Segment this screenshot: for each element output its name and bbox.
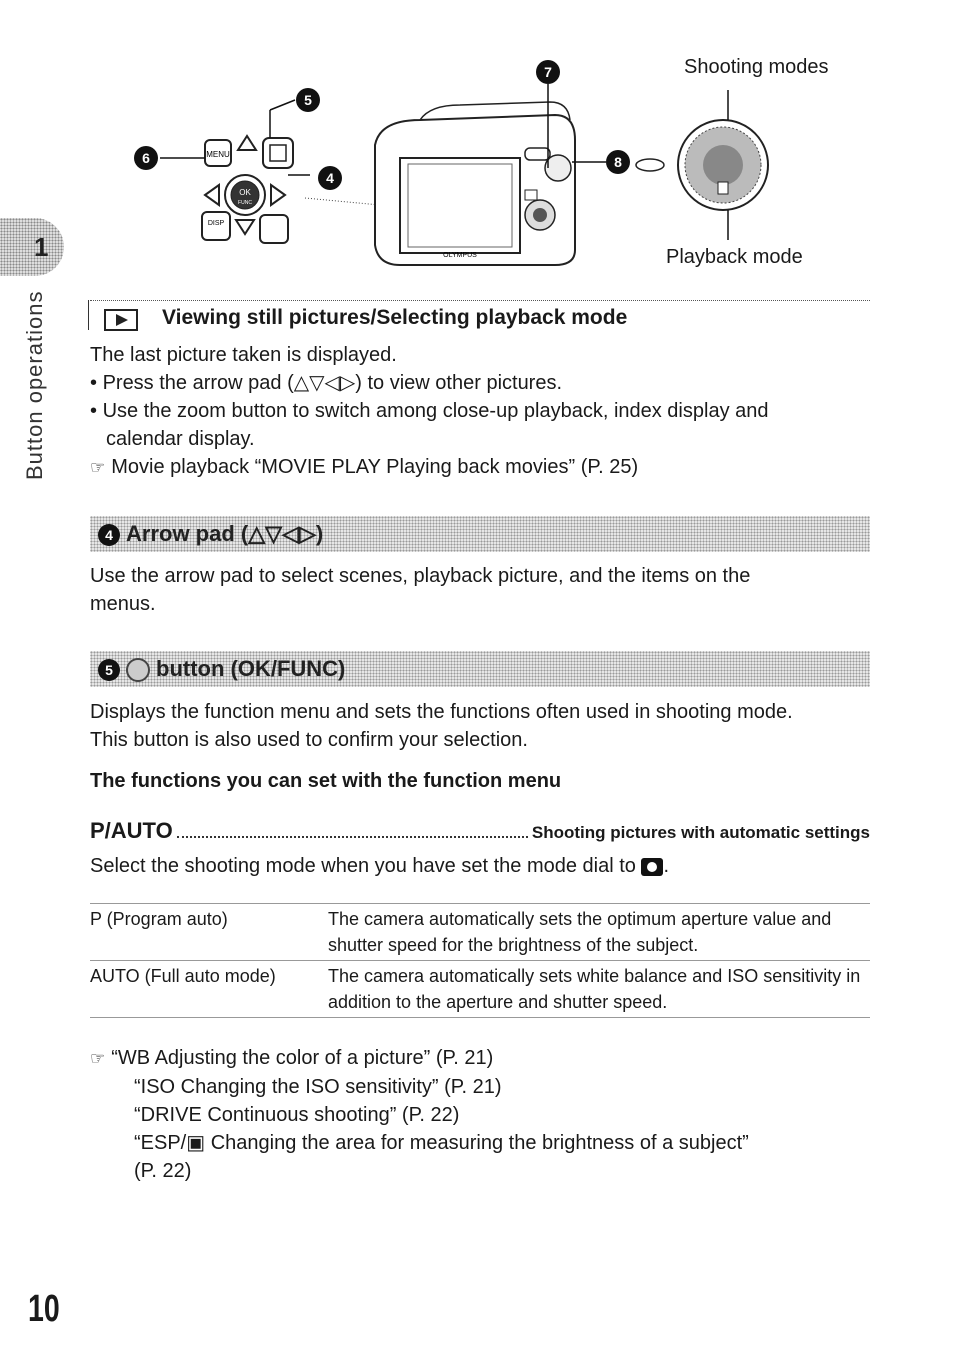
row-name: AUTO (Full auto mode) xyxy=(90,961,328,1018)
func-button-label: FUNC xyxy=(238,200,252,206)
bullet2-text: Use the zoom button to switch among close-up playback, index display and xyxy=(102,400,769,422)
intro-text: Select the shooting mode when you have set the mode dial to xyxy=(90,855,636,877)
ref-item: (P. 22) xyxy=(134,1160,192,1182)
playback-mode-label: Playback mode xyxy=(666,246,803,268)
bullet1-text: Press the arrow pad (△▽◁▷) to view other pictures. xyxy=(102,372,563,394)
ref-item: “ESP/▣ Changing the area for measuring the brightness of a subject” xyxy=(134,1132,749,1154)
section3-number: 5 xyxy=(98,659,120,681)
page-number: 10 xyxy=(28,1288,60,1330)
callout-6: 6 xyxy=(142,150,150,166)
section1-bullet1: • Press the arrow pad (△▽◁▷) to view other pictures. xyxy=(90,372,563,394)
section2-line1: Use the arrow pad to select scenes, playback picture, and the items on the xyxy=(90,565,751,587)
function-table xyxy=(90,903,870,1018)
ref-item: “ISO Changing the ISO sensitivity” (P. 21) xyxy=(134,1076,502,1098)
section2-title: Arrow pad (△▽◁▷) xyxy=(126,521,324,546)
section1-line1: The last picture taken is displayed. xyxy=(90,344,397,366)
ok-button-label: OK xyxy=(239,188,251,197)
arrow-pad-banner xyxy=(90,516,870,552)
p-auto-intro: Select the shooting mode when you have set the mode dial to . xyxy=(90,855,670,877)
reference-icon: ☞ xyxy=(90,458,106,477)
ref-text: “WB Adjusting the color of a picture” (P. 21) xyxy=(111,1047,494,1069)
callout-7: 7 xyxy=(544,64,552,80)
ref-list xyxy=(90,1044,749,1185)
reference-icon: ☞ xyxy=(90,1049,106,1068)
function-menu-heading: The functions you can set with the function menu xyxy=(90,770,562,792)
chapter-tab xyxy=(0,218,64,276)
section3-line2: This button is also used to confirm your selection. xyxy=(90,729,528,751)
leader-dots xyxy=(177,835,528,838)
ref-item: “DRIVE Continuous shooting” (P. 22) xyxy=(134,1104,460,1126)
row-desc: The camera automatically sets white balance and ISO sensitivity in addition to the aperture and shutter speed. xyxy=(328,961,870,1018)
camera-icon xyxy=(641,858,663,876)
camera-body xyxy=(375,84,606,265)
chapter-number: 1 xyxy=(34,232,49,262)
callout-5: 5 xyxy=(304,92,312,108)
section3-title: button (OK/FUNC) xyxy=(156,656,346,681)
table-row xyxy=(90,904,870,961)
callout-4: 4 xyxy=(326,170,334,186)
table-row xyxy=(90,961,870,1018)
playback-icon xyxy=(104,308,138,337)
section1-bullet2-cont: calendar display. xyxy=(106,428,255,450)
ok-func-banner xyxy=(90,651,870,687)
chapter-label: Button operations xyxy=(22,290,47,480)
button-cluster xyxy=(160,100,310,243)
section3-line1: Displays the function menu and sets the functions often used in shooting mode. xyxy=(90,701,793,723)
section1-title: Viewing still pictures/Selecting playback mode xyxy=(162,306,628,329)
row-desc: The camera automatically sets the optimum aperture value and shutter speed for the brightness of the subject. xyxy=(328,904,870,961)
row-name: P (Program auto) xyxy=(90,904,328,961)
section2-number: 4 xyxy=(98,524,120,546)
section-divider xyxy=(90,300,870,301)
ref-text: Movie playback “MOVIE PLAY Playing back movies” (P. 25) xyxy=(111,456,639,478)
section-left-rule xyxy=(88,300,89,330)
mode-dial xyxy=(636,90,768,240)
menu-button-label: MENU xyxy=(206,150,230,159)
section2-line2: menus. xyxy=(90,593,156,615)
p-auto-desc: Shooting pictures with automatic settings xyxy=(531,823,870,842)
section1-bullet2: • Use the zoom button to switch among close-up playback, index display and xyxy=(90,400,769,422)
p-auto-row xyxy=(90,818,870,844)
shooting-modes-label: Shooting modes xyxy=(684,56,829,78)
p-auto-name: P/AUTO xyxy=(90,818,173,843)
ok-button-icon xyxy=(126,658,150,682)
brand-label: OLYMPUS xyxy=(443,252,477,259)
callout-8: 8 xyxy=(614,154,622,170)
disp-button-label: DISP xyxy=(207,220,225,227)
ref-item xyxy=(90,1044,749,1073)
section1-ref xyxy=(90,453,638,482)
